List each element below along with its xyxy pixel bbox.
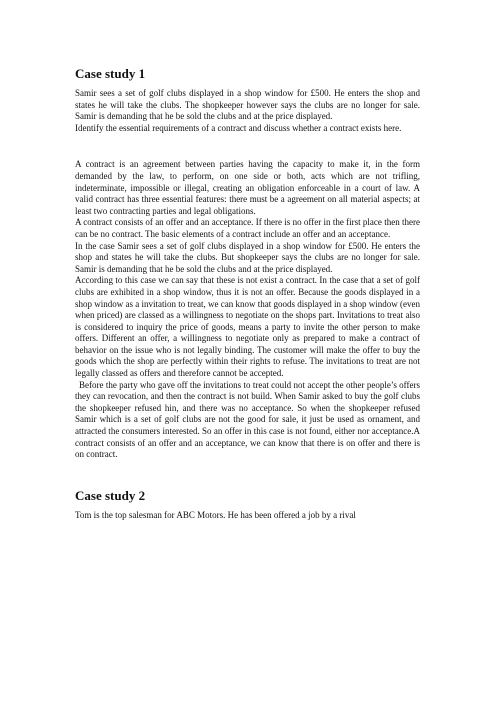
answer-paragraph-5: Before the party who gave off the invitations to treat could not accept the other people’s offers they can revocation, and then the contract is not build. When Samir asked to buy the golf clubs the shopkeeper refused hin, and there was no acceptance. So when the shopkeeper refused Samir which is a set of golf clubs are not the good for sale, it just be used as ornament, and attracted the consumers interested. So an offer in this case is not found, either nor acceptance.A contract consists of an offer and an acceptance, we can know that there is on offer and there is on contract. — [75, 379, 420, 460]
case-study-2-heading: Case study 2 — [75, 487, 146, 503]
case-2-scenario: Tom is the top salesman for ABC Motors. He has been offered a job by a rival — [75, 509, 356, 520]
answer-paragraph-4: According to this case we can say that these is not exist a contract. In the case that a set of golf clubs are exhibited in a shop window, thus it is not an offer. Because the goods displayed in a shop window as a invitation to treat, we can know that goods displayed in a shop window (even when priced) are classed as a willingness to negotiate on the shops part. Invitations to treat also is considered to inquiry the price of goods, means a party to invite the other person to make offers. Different an offer, a willingness to negotiate only as prepared to make a contract of behavior on the issue who is not legally binding. The customer will make the offer to buy the goods which the shop are perfectly within their rights to refuse. The invitations to treat are not legally classed as offers and therefore cannot be accepted. — [75, 275, 420, 379]
answer-paragraph-3: In the case Samir sees a set of golf clubs displayed in a shop window for £500. He enters the shop and states he will take the clubs. But shopkeeper says the clubs are no longer for sale. Samir is demanding that he be sold the clubs and at the price displayed. — [75, 240, 420, 274]
section-spacer — [75, 461, 420, 488]
answer-paragraph-1: A contract is an agreement between parties having the capacity to make it, in the form demanded by the law, to perform, on one side or both, acts which are not trifling, indeterminate, impossible or illegal, creating an obligation enforceable in a court of law. A valid contract has three essential features: there must be a agreement on all material aspects; at least two contracting parties and legal obligations. — [75, 159, 420, 216]
answer-paragraph-2: A contract consists of an offer and an acceptance. If there is no offer in the first place then there can be no contract. The basic elements of a contract include an offer and an acceptance. — [75, 217, 420, 239]
case-1-question: Identify the essential requirements of a contract and discuss whether a contract exists here. — [75, 122, 402, 133]
section-spacer — [75, 134, 420, 159]
document-content — [75, 66, 420, 521]
case-study-1-heading: Case study 1 — [75, 66, 146, 81]
case-1-scenario: Samir sees a set of golf clubs displayed in a shop window for £500. He enters the shop and states he will take the clubs. The shopkeeper however says the clubs are no longer for sale. Samir is demanding that he be sold the clubs and at the price displayed. — [75, 88, 420, 122]
